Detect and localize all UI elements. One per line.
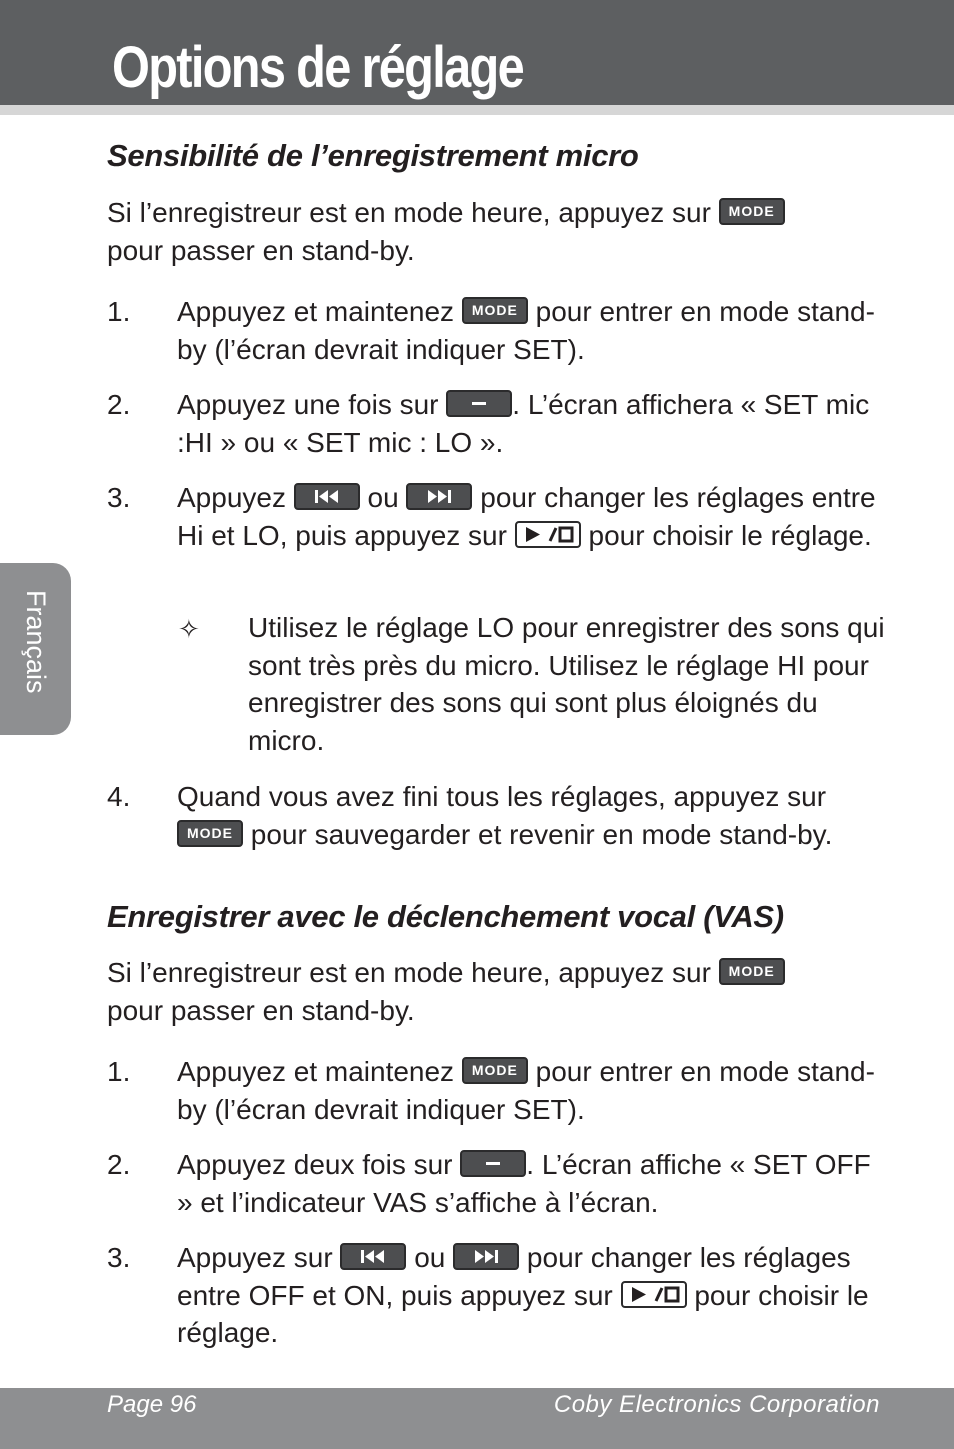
step-text-part: Appuyez et maintenez (177, 296, 455, 327)
step-text (177, 1239, 889, 1352)
step-text (177, 293, 889, 368)
company-name: Coby Electronics Corporation (553, 1391, 880, 1418)
previous-track-key-icon (340, 1243, 406, 1270)
step-number: 2. (107, 389, 131, 420)
step-text (177, 1053, 889, 1128)
step-text (177, 479, 889, 554)
step-number: 3. (107, 1242, 131, 1273)
mode-key-icon: MODE (462, 297, 528, 324)
step-text-part: pour sauvegarder et revenir en mode stand-by. (250, 818, 833, 850)
mode-key-icon: MODE (462, 1057, 528, 1084)
step-text-part: ou (367, 482, 399, 513)
next-track-key-icon (453, 1243, 519, 1270)
page-title: Options de réglage (112, 35, 524, 100)
step-number: 3. (107, 482, 131, 513)
language-tab-label: Français (21, 590, 51, 694)
step-number: 1. (107, 1056, 131, 1087)
mode-key-icon: MODE (177, 820, 243, 847)
sparkle-bullet-icon: ✧ (178, 614, 200, 644)
play-stop-key-icon (621, 1281, 687, 1308)
minus-key-icon (446, 390, 512, 417)
step-text-part: pour choisir le réglage. (177, 1279, 869, 1348)
previous-track-key-icon (294, 483, 360, 510)
step-number: 4. (107, 781, 131, 812)
section1-intro-text: Si l’enregistreur est en mode heure, appuyez sur (107, 197, 711, 228)
step-text-part: pour changer les réglages entre OFF et ON, puis appuyez sur (177, 1242, 851, 1311)
step-text-part: . L’écran affiche « SET OFF » et l’indicateur VAS s’affiche à l’écran. (177, 1149, 871, 1218)
tip-text: Utilisez le réglage LO pour enregistrer des sons qui sont très près du micro. Utilisez le réglage HI pour enregistrer des sons qui sont plus éloignés du micro. (248, 612, 885, 756)
section2-intro-text-2: pour passer en stand-by. (107, 995, 415, 1026)
page-number: Page 96 (107, 1391, 197, 1418)
play-stop-key-icon (515, 521, 581, 548)
step-number: 1. (107, 296, 131, 327)
section-title-vas: Enregistrer avec le déclenchement vocal (VAS) (107, 899, 784, 934)
step-text-part: . L’écran affichera « SET mic :HI » ou « SET mic : LO ». (177, 389, 870, 458)
step-text-part: Appuyez deux fois sur (177, 1149, 453, 1180)
step-text-part: pour entrer en mode stand-by (l’écran devrait indiquer SET). (177, 296, 875, 365)
section-title-mic-sensitivity: Sensibilité de l’enregistrement micro (107, 138, 639, 173)
step-text-part: ou (414, 1242, 446, 1273)
section1-intro-text-2: pour passer en stand-by. (107, 235, 415, 266)
step-text-part: Appuyez et maintenez (177, 1056, 455, 1087)
step-text-part: pour changer les réglages entre Hi et LO, puis appuyez sur (177, 482, 876, 551)
minus-key-icon (460, 1150, 526, 1177)
step-text (177, 778, 889, 853)
step-text-part: Quand vous avez fini tous les réglages, appuyez sur (177, 781, 827, 812)
next-track-key-icon (406, 483, 472, 510)
section2-intro (107, 954, 887, 1030)
step-text-part: Appuyez une fois sur (177, 389, 439, 420)
step-number: 2. (107, 1149, 131, 1180)
step-text (177, 1146, 889, 1221)
step-text-part: pour entrer en mode stand-by (l’écran devrait indiquer SET). (177, 1056, 875, 1125)
mode-key-icon: MODE (719, 958, 785, 985)
step-text (177, 386, 889, 461)
step-text-part: Appuyez sur (177, 1242, 333, 1273)
step-text-part: Appuyez (177, 482, 286, 513)
section2-intro-text: Si l’enregistreur est en mode heure, appuyez sur (107, 957, 711, 988)
section1-intro (107, 194, 887, 270)
mode-key-icon: MODE (719, 198, 785, 225)
step-text-part: pour choisir le réglage. (588, 519, 872, 551)
